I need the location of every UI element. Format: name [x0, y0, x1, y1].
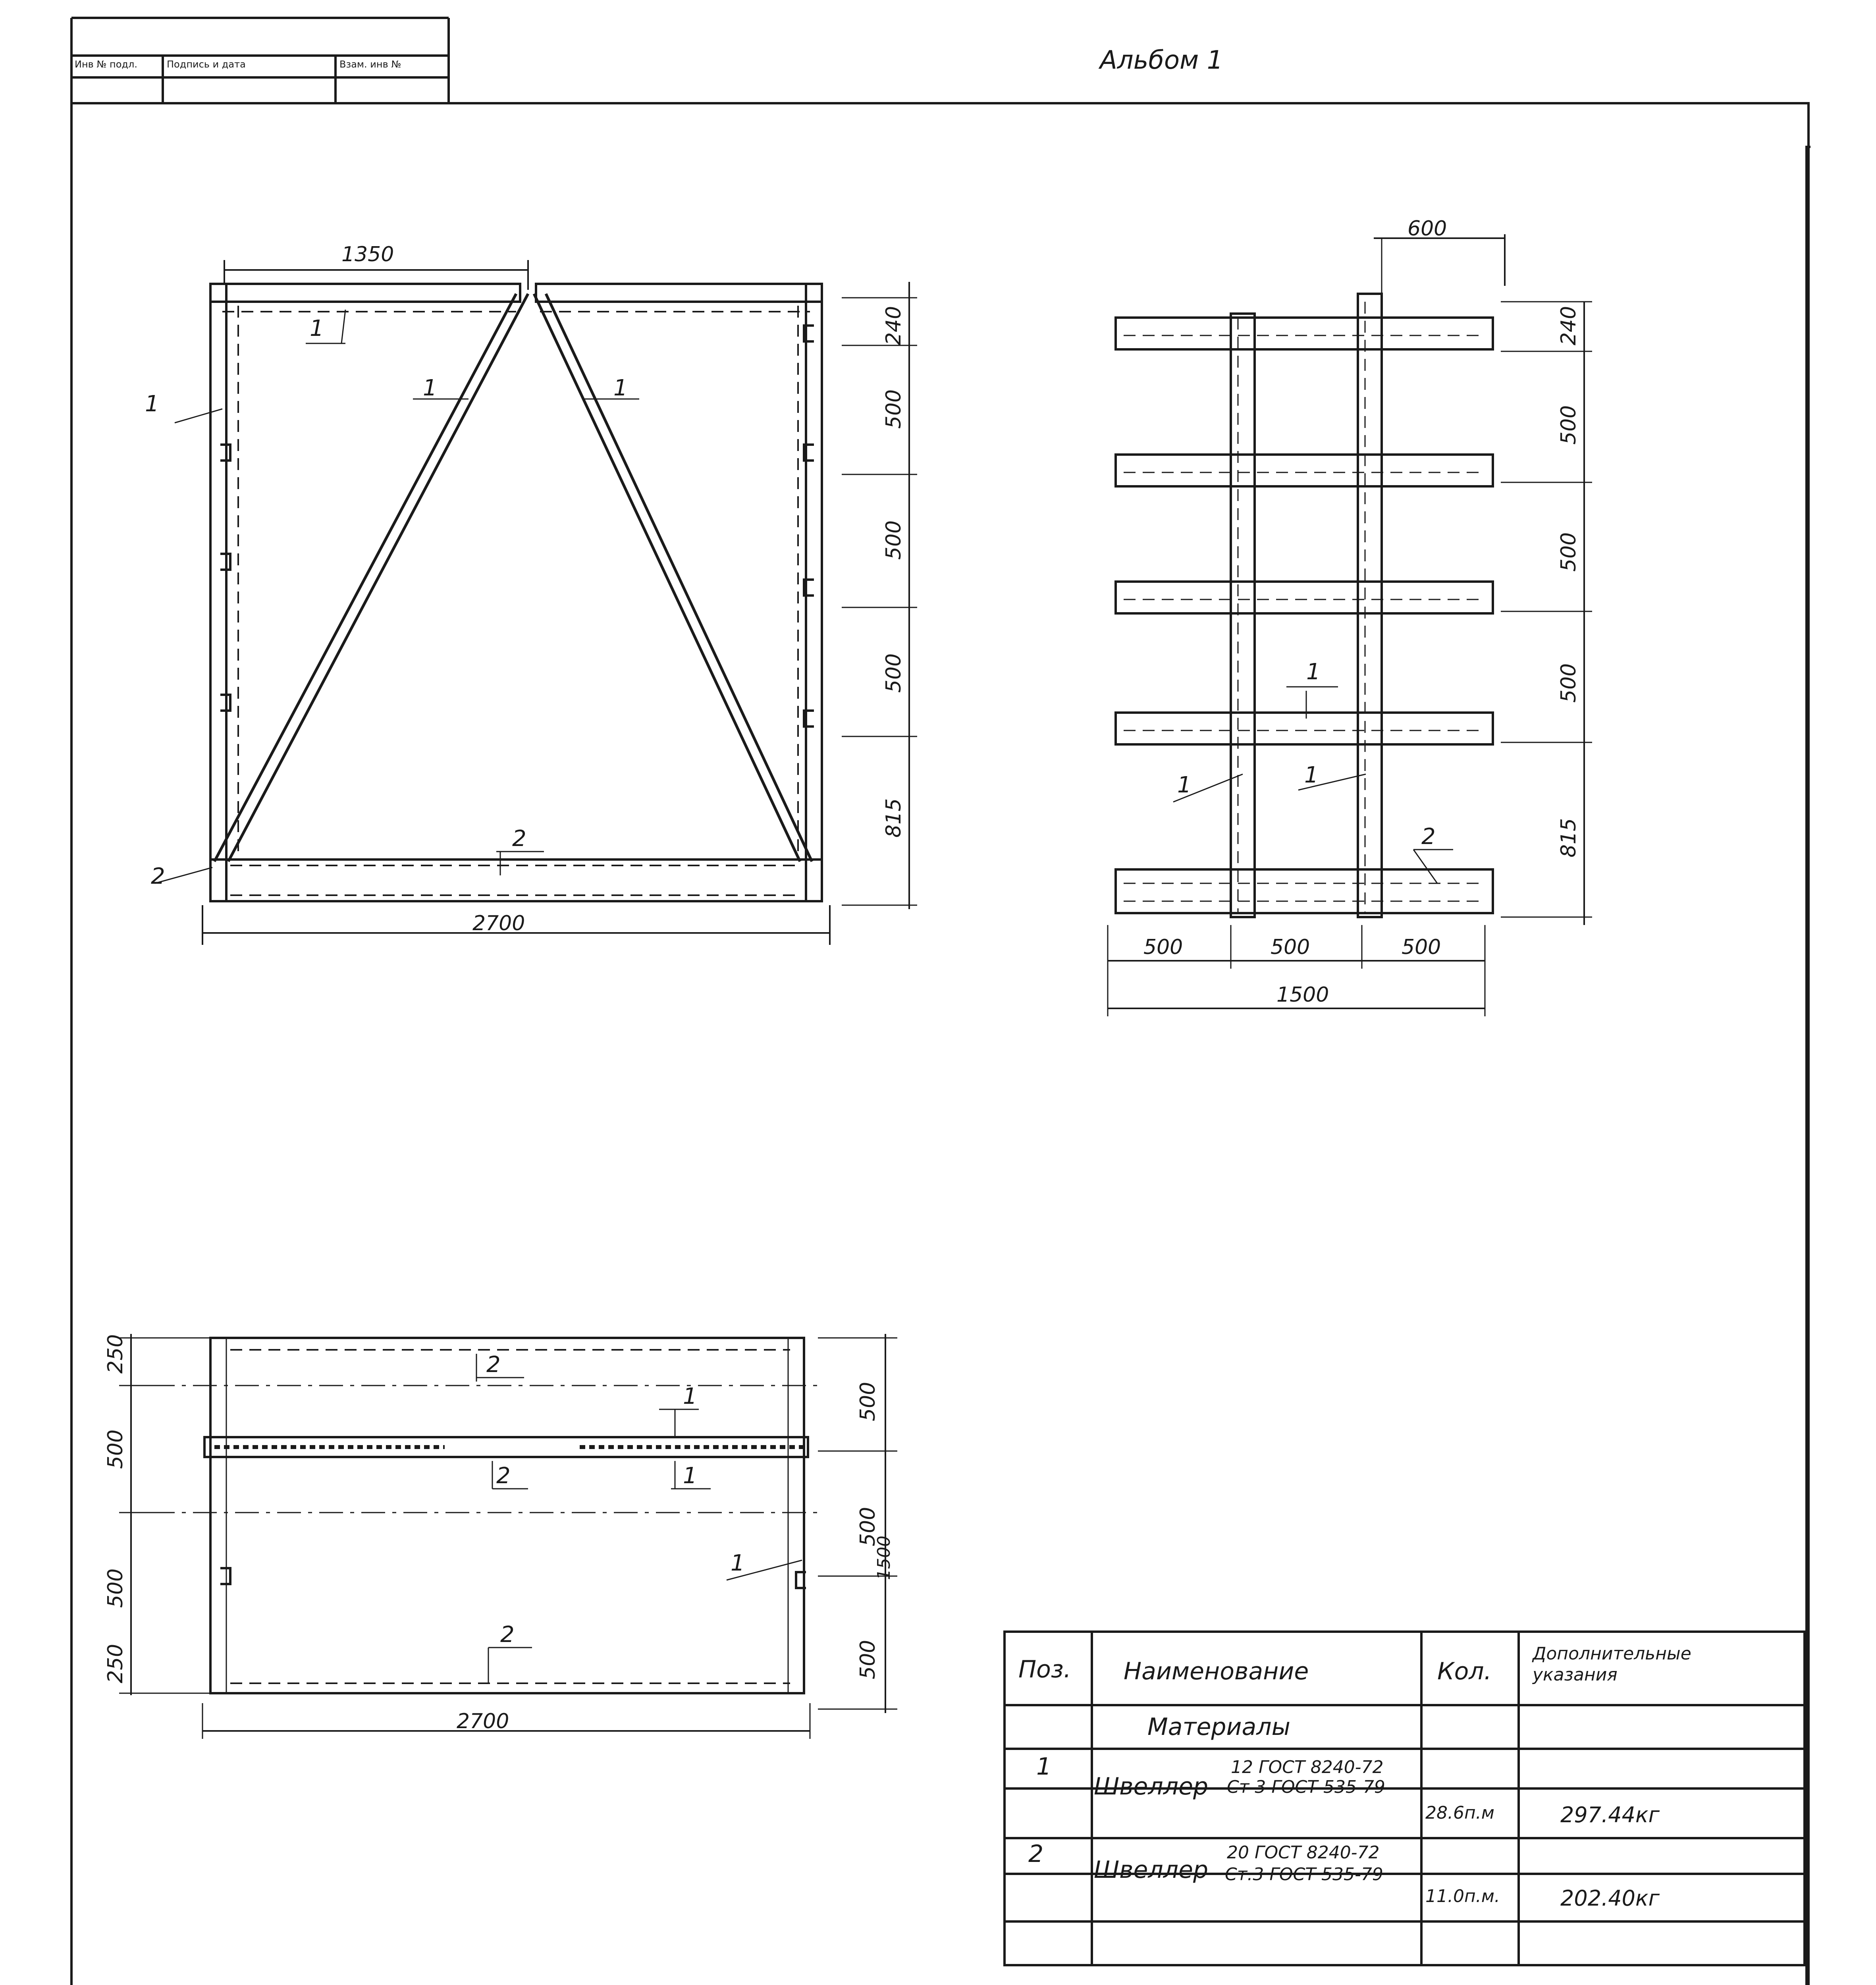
spec-row-std2: Ст 3 ГОСТ 535-79 [1227, 1777, 1385, 1797]
plan-dim-left-2: 500 [104, 1429, 127, 1469]
spec-row-std1: 12 ГОСТ 8240-72 [1231, 1757, 1384, 1777]
frame-inner [71, 103, 1809, 1985]
plan-dim-left-1: 250 [104, 1334, 127, 1374]
frame-outer [71, 18, 1810, 1985]
plan-pos-label: 1 [683, 1463, 697, 1489]
plan-pos-label: 2 [500, 1622, 515, 1648]
spec-section: Материалы [1147, 1713, 1290, 1741]
front-dim-top: 1350 [341, 243, 394, 266]
plan-dim-right-total: 1500 [874, 1536, 894, 1580]
side-pos-label: 1 [1306, 659, 1321, 685]
stamp-sign-date: Подпись и дата [167, 59, 246, 70]
spec-row-extra: 297.44кг [1560, 1802, 1660, 1827]
front-dim-right-4: 500 [882, 653, 906, 693]
front-pos-label: 1 [145, 391, 159, 417]
plan-dim-right-2: 500 [856, 1507, 880, 1546]
spec-row-pos: 1 [1036, 1753, 1052, 1781]
plan-dim-left-4: 250 [104, 1644, 127, 1683]
album-label: Альбом 1 [1100, 46, 1223, 75]
side-dim-right-3: 500 [1557, 532, 1581, 572]
side-pos-label: 1 [1177, 772, 1192, 798]
stamp-replace-inv: Взам. инв № [339, 59, 401, 70]
side-dim-top: 600 [1407, 217, 1447, 241]
front-dim-right-3: 500 [882, 520, 906, 560]
plan-dim-left-3: 500 [104, 1568, 127, 1608]
plan-pos-label: 2 [496, 1463, 511, 1489]
side-pos-label: 1 [1304, 762, 1319, 788]
spec-row-name: Швеллер [1094, 1773, 1209, 1800]
plan-view [119, 1334, 897, 1739]
spec-row-name: Швеллер [1094, 1856, 1209, 1884]
spec-header-name: Наименование [1124, 1657, 1309, 1685]
front-dim-right-5: 815 [882, 798, 906, 838]
plan-dim-bottom: 2700 [457, 1709, 509, 1733]
side-dim-bottom-2: 500 [1271, 935, 1310, 959]
spec-row-std2: Ст.3 ГОСТ 535-79 [1225, 1864, 1383, 1885]
side-view [1108, 234, 1592, 1016]
spec-row-qty: 11.0п.м. [1425, 1886, 1500, 1906]
front-pos-label: 1 [310, 316, 324, 341]
plan-pos-label: 1 [731, 1550, 745, 1576]
side-dim-total: 1500 [1276, 983, 1329, 1007]
front-pos-label: 2 [151, 863, 165, 889]
front-dim-bottom: 2700 [472, 912, 525, 935]
spec-header-pos: Поз. [1018, 1655, 1071, 1683]
plan-dim-right-1: 500 [856, 1382, 880, 1421]
side-dim-right-4: 500 [1557, 663, 1581, 703]
side-dim-bottom-1: 500 [1143, 935, 1183, 959]
spec-row-extra: 202.40кг [1560, 1886, 1660, 1911]
plan-pos-label: 1 [683, 1384, 697, 1409]
side-pos-label: 2 [1421, 824, 1436, 850]
spec-row-qty: 28.6п.м [1425, 1803, 1494, 1823]
side-dim-right-1: 240 [1557, 306, 1581, 345]
front-dim-right-2: 500 [882, 389, 906, 429]
spec-row-pos: 2 [1028, 1840, 1044, 1868]
plan-pos-label: 2 [486, 1352, 501, 1378]
front-pos-label: 2 [512, 826, 526, 852]
side-dim-right-2: 500 [1557, 405, 1581, 445]
spec-header-extra: Дополнительные указания [1533, 1644, 1691, 1685]
side-dim-right-5: 815 [1557, 818, 1581, 858]
front-pos-label: 1 [423, 375, 437, 401]
stamp-inv: Инв № подл. [75, 59, 137, 70]
front-dim-right-1: 240 [882, 306, 906, 345]
spec-row-std1: 20 ГОСТ 8240-72 [1227, 1842, 1380, 1863]
front-pos-label: 1 [613, 375, 628, 401]
spec-header-qty: Кол. [1437, 1657, 1492, 1685]
front-view [155, 260, 917, 945]
plan-dim-right-3: 500 [856, 1640, 880, 1679]
side-dim-bottom-3: 500 [1402, 935, 1441, 959]
